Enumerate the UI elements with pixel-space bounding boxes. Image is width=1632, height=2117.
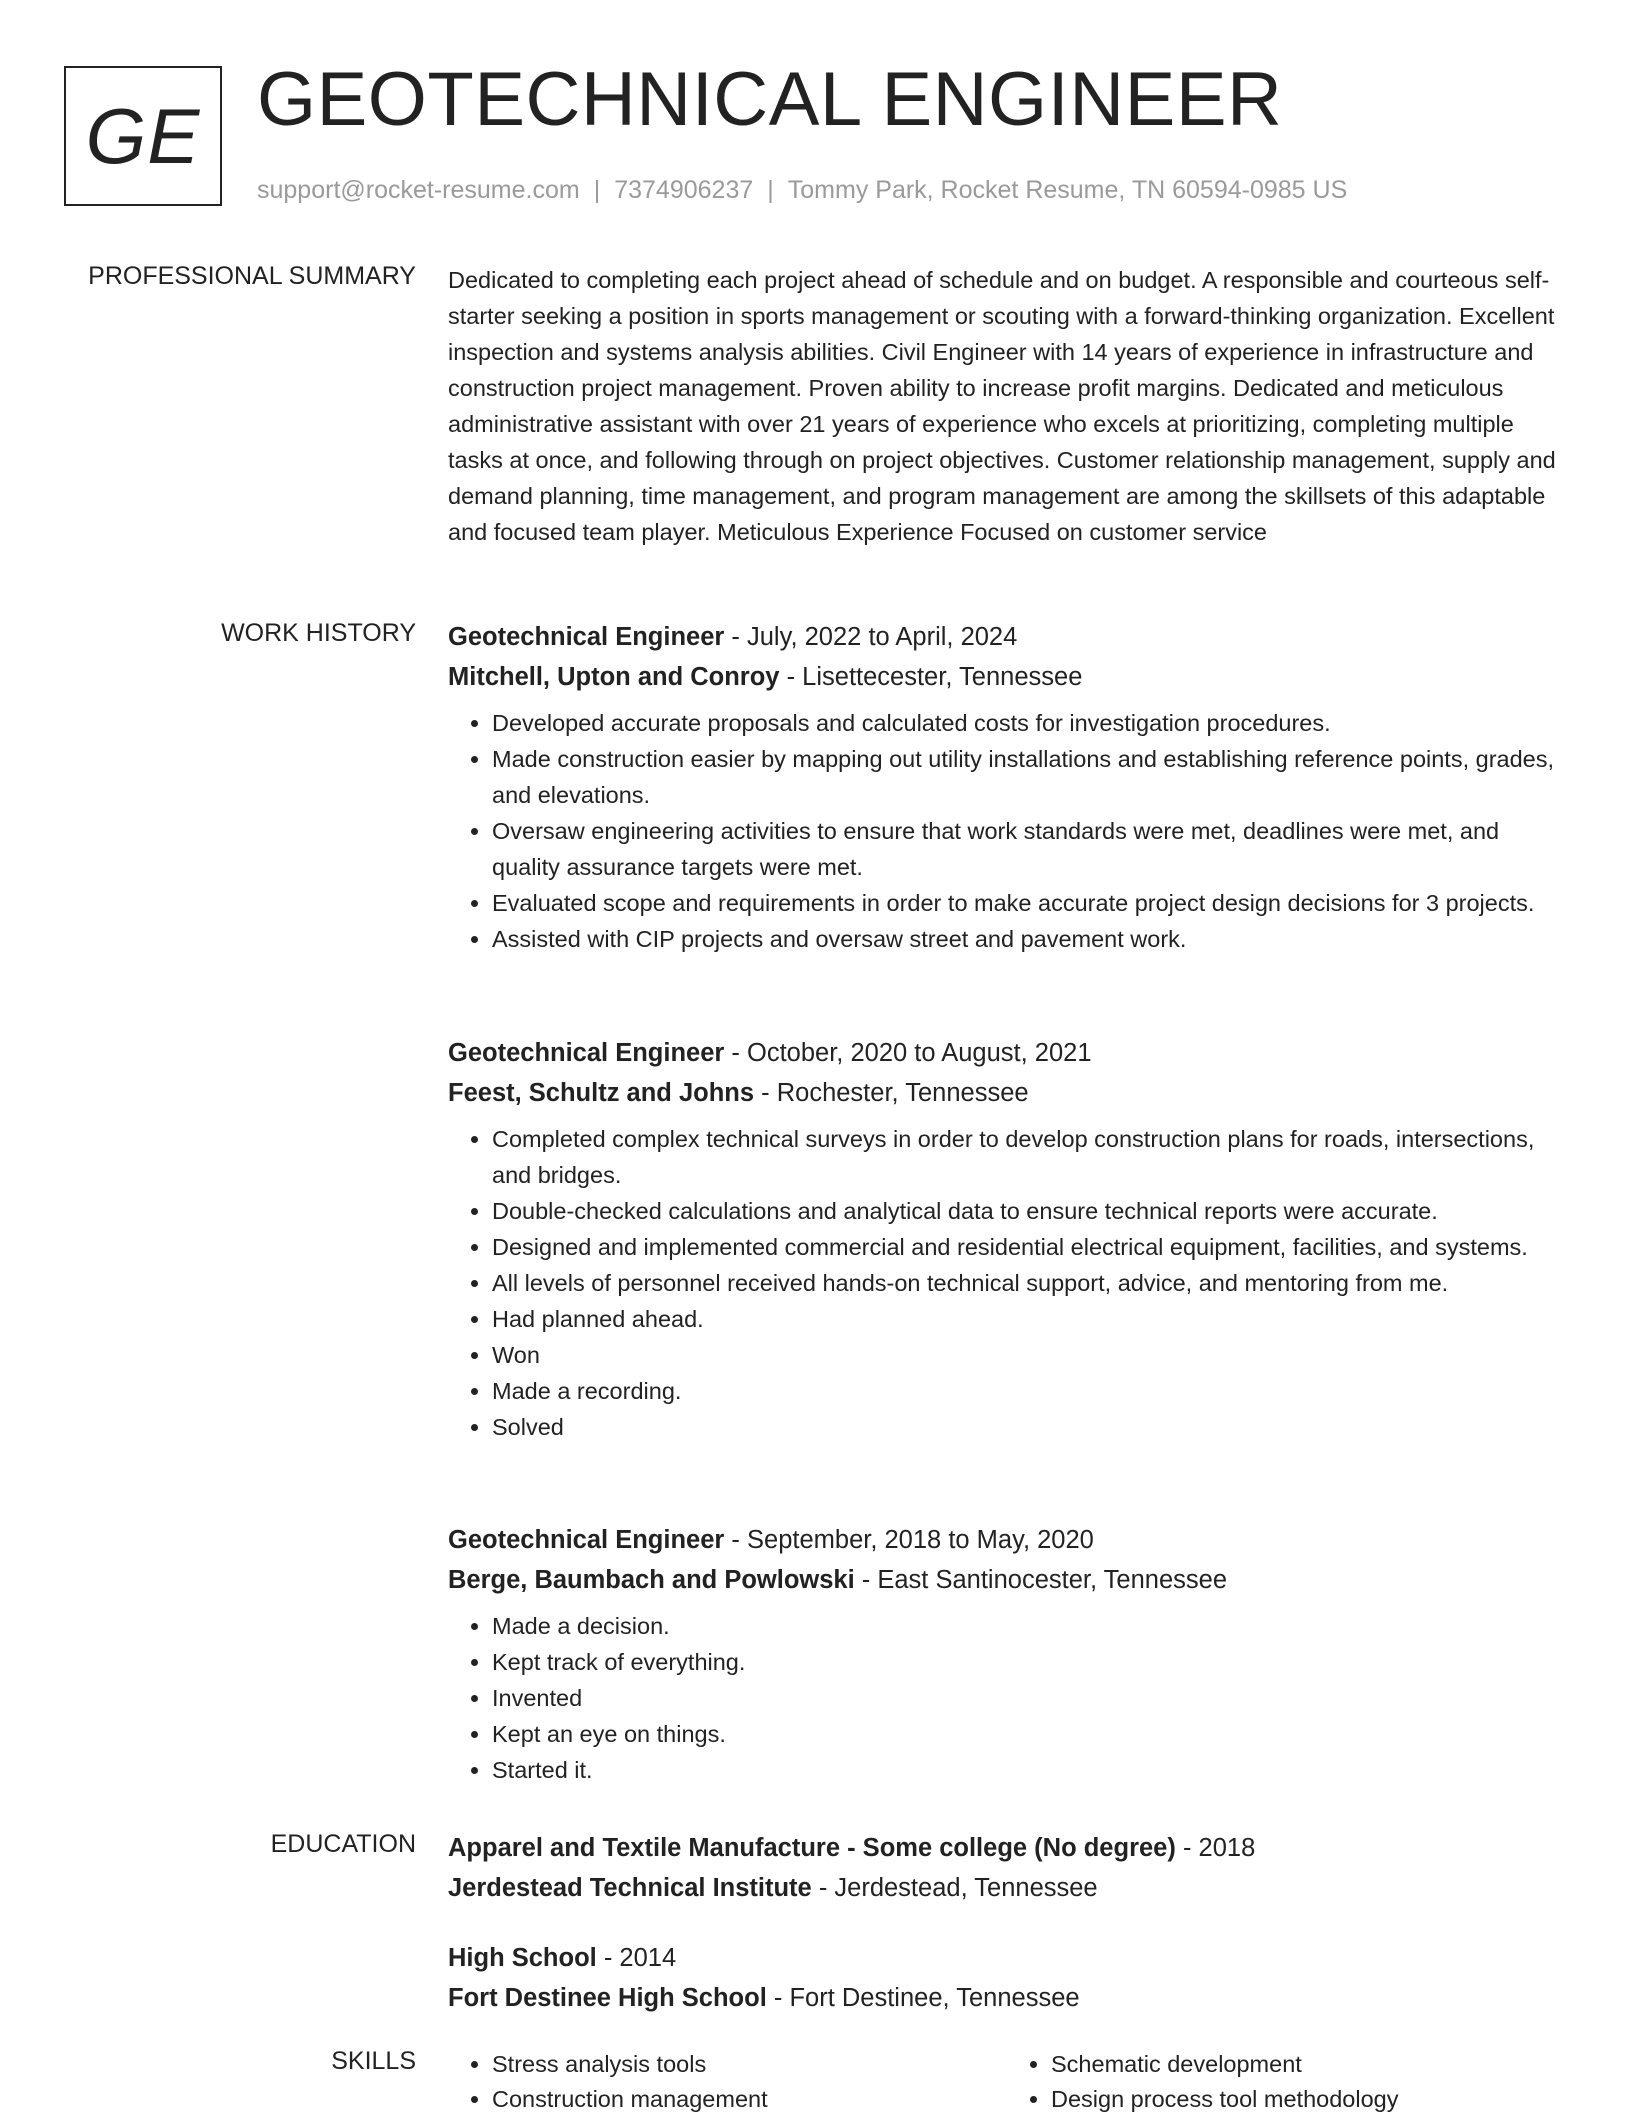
job-bullet: • All levels of personnel received hands-on technical support, advice, and mentoring from me.	[492, 1265, 1566, 1301]
education-heading: EDUCATION	[270, 1830, 416, 1858]
monogram: GE	[64, 66, 222, 206]
skills-grid	[448, 2047, 1566, 2117]
job-bullet: • Made a decision.	[492, 1608, 1566, 1644]
job-bullet: • Developed accurate proposals and calculated costs for investigation procedures.	[492, 705, 1566, 741]
education-location: - Jerdestead, Tennessee	[811, 1874, 1098, 1902]
job-bullet: • Oversaw engineering activities to ensure that work standards were met, deadlines were met, and quality assurance targets were met.	[492, 813, 1566, 885]
job-dates: - October, 2020 to August, 2021	[724, 1039, 1092, 1067]
job-title: Geotechnical Engineer	[448, 1039, 725, 1067]
job-location: - Lisettecester, Tennessee	[779, 663, 1083, 691]
job-bullet: • Made construction easier by mapping out utility installations and establishing reference points, grades, and elevations.	[492, 741, 1566, 813]
job-company-line	[448, 1073, 1566, 1113]
education-year: - 2018	[1175, 1834, 1256, 1862]
job-bullet: • Invented	[492, 1680, 1566, 1716]
job-location: - Rochester, Tennessee	[754, 1079, 1029, 1107]
skills-column-left	[448, 2047, 1007, 2117]
job-bullet: • Won	[492, 1337, 1566, 1373]
education-entry	[448, 1828, 1566, 1908]
job-location: - East Santinocester, Tennessee	[854, 1566, 1228, 1594]
work-history-heading: WORK HISTORY	[221, 619, 416, 647]
job-title-line	[448, 617, 1566, 657]
contact-separator: |	[767, 176, 774, 204]
job-bullets	[448, 1121, 1566, 1445]
job-bullet: • Made a recording.	[492, 1373, 1566, 1409]
job-entry	[448, 617, 1566, 957]
skill-item: • Stress analysis tools	[492, 2047, 1007, 2082]
job-company: Feest, Schultz and Johns	[448, 1079, 755, 1107]
job-bullets	[448, 705, 1566, 957]
job-bullet: • Kept track of everything.	[492, 1644, 1566, 1680]
job-title-line	[448, 1033, 1566, 1073]
job-bullet: • Kept an eye on things.	[492, 1716, 1566, 1752]
job-company-line	[448, 657, 1566, 697]
education-degree-line	[448, 1938, 1566, 1978]
job-bullet: • Evaluated scope and requirements in order to make accurate project design decisions for 3 projects.	[492, 885, 1566, 921]
job-title: Geotechnical Engineer	[448, 623, 725, 651]
job-title-line	[448, 1520, 1566, 1560]
contact-line	[257, 176, 1347, 205]
skill-item: • Schematic development	[1051, 2047, 1566, 2082]
job-dates: - July, 2022 to April, 2024	[724, 623, 1018, 651]
education-school-line	[448, 1978, 1566, 2018]
contact-address: Tommy Park, Rocket Resume, TN 60594-0985 US	[787, 176, 1348, 204]
resume-title: GEOTECHNICAL ENGINEER	[257, 57, 1283, 142]
job-company: Berge, Baumbach and Powlowski	[448, 1566, 855, 1594]
job-company-line	[448, 1560, 1566, 1600]
skills-heading: SKILLS	[331, 2047, 416, 2075]
job-title: Geotechnical Engineer	[448, 1526, 725, 1554]
education-degree: Apparel and Textile Manufacture - Some college (No degree)	[448, 1834, 1176, 1862]
job-bullet: • Had planned ahead.	[492, 1301, 1566, 1337]
education-year: - 2014	[596, 1944, 677, 1972]
job-bullet: • Started it.	[492, 1752, 1566, 1788]
education-entry	[448, 1938, 1566, 2018]
summary-heading: PROFESSIONAL SUMMARY	[88, 262, 416, 290]
contact-email: support@rocket-resume.com	[257, 176, 580, 204]
job-entry	[448, 1520, 1566, 1788]
skills-column-right	[1007, 2047, 1566, 2117]
education-location: - Fort Destinee, Tennessee	[766, 1984, 1080, 2012]
summary-text: Dedicated to completing each project ahead of schedule and on budget. A responsible and courteous self-starter seeking a position in sports management or scouting with a forward-thinking organization. Excellent inspection and systems analysis abilities. Civil Engineer with 14 years of experience in infrastructure and construction project management. Proven ability to increase profit margins. Dedicated and meticulous administrative assistant with over 21 years of experience who excels at prioritizing, completing multiple tasks at once, and following through on project objectives. Customer relationship management, supply and demand planning, time management, and program management are among the skillsets of this adaptable and focused team player. Meticulous Experience Focused on customer service	[448, 267, 1556, 545]
skill-item: • Construction management	[492, 2082, 1007, 2117]
contact-phone: 7374906237	[614, 176, 754, 204]
education-school-line	[448, 1868, 1566, 1908]
job-bullets	[448, 1608, 1566, 1788]
job-company: Mitchell, Upton and Conroy	[448, 663, 780, 691]
job-bullet: • Designed and implemented commercial and residential electrical equipment, facilities, and systems.	[492, 1229, 1566, 1265]
job-bullet: • Double-checked calculations and analytical data to ensure technical reports were accurate.	[492, 1193, 1566, 1229]
job-dates: - September, 2018 to May, 2020	[724, 1526, 1094, 1554]
contact-separator: |	[593, 176, 601, 204]
education-degree-line	[448, 1828, 1566, 1868]
job-bullet: • Assisted with CIP projects and oversaw street and pavement work.	[492, 921, 1566, 957]
education-school: Fort Destinee High School	[448, 1984, 767, 2012]
job-bullet: • Completed complex technical surveys in order to develop construction plans for roads, intersections, and bridges.	[492, 1121, 1566, 1193]
job-bullet: • Solved	[492, 1409, 1566, 1445]
education-school: Jerdestead Technical Institute	[448, 1874, 812, 1902]
job-entry	[448, 1033, 1566, 1445]
education-degree: High School	[448, 1944, 597, 1972]
skill-item: • Design process tool methodology	[1051, 2082, 1566, 2117]
